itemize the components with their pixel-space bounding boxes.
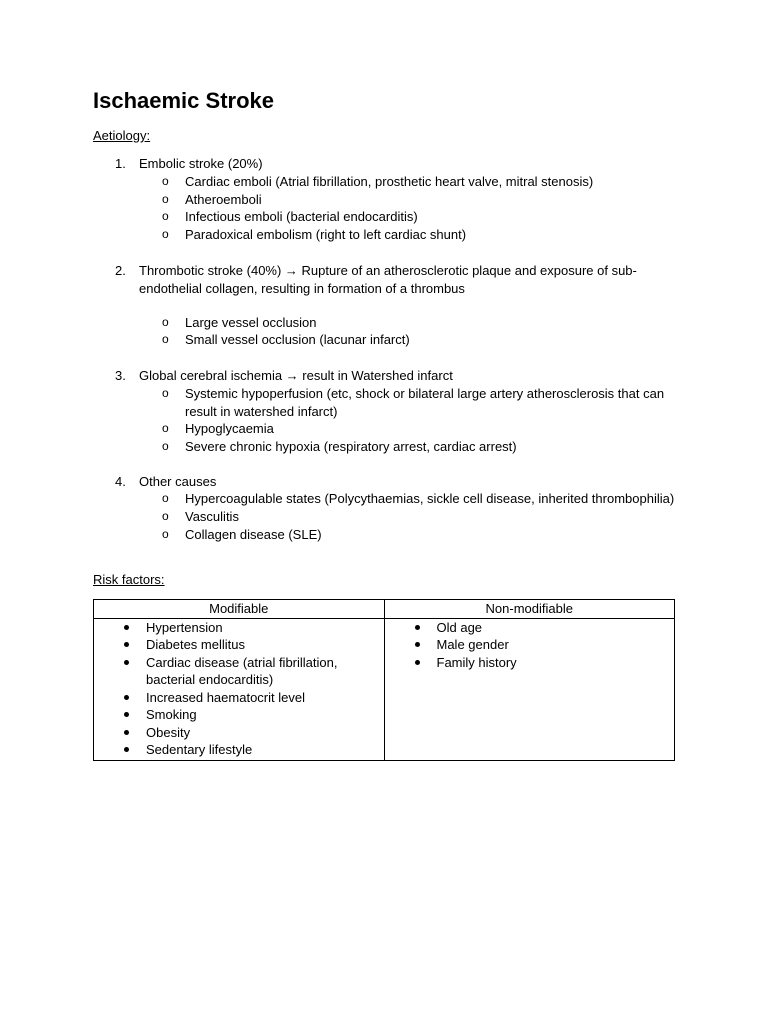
item-text: Other causes: [139, 474, 217, 489]
sub-item-text: Systemic hypoperfusion (etc, shock or bilateral large artery atherosclerosis that can result in watershed infarct): [185, 386, 665, 419]
list-item-text: Smoking: [146, 707, 197, 722]
bullet-icon: [124, 660, 129, 665]
non-modifiable-list: [385, 619, 675, 672]
circle-bullet-icon: o: [162, 421, 169, 435]
circle-bullet-icon: o: [162, 527, 169, 541]
sub-item-text: Paradoxical embolism (right to left cardiac shunt): [185, 227, 467, 242]
circle-bullet-icon: o: [162, 439, 169, 453]
list-item: [94, 619, 384, 637]
circle-bullet-icon: o: [162, 491, 169, 505]
list-item: [385, 636, 675, 654]
bullet-icon: [124, 712, 129, 717]
bullet-icon: [124, 625, 129, 630]
item-number: 3.: [115, 368, 126, 383]
item-number: 4.: [115, 474, 126, 489]
list-item: [94, 741, 384, 759]
bullet-icon: [124, 747, 129, 752]
sub-item-text: Cardiac emboli (Atrial fibrillation, prosthetic heart valve, mitral stenosis): [185, 174, 594, 189]
sub-item-text: Severe chronic hypoxia (respiratory arrest, cardiac arrest): [185, 439, 517, 454]
bullet-icon: [415, 660, 420, 665]
sub-item-text: Vasculitis: [185, 509, 239, 524]
list-item-text: Male gender: [436, 637, 509, 652]
circle-bullet-icon: o: [162, 386, 169, 400]
bullet-icon: [124, 642, 129, 647]
modifiable-cell: [94, 618, 385, 760]
list-item-text: Cardiac disease (atrial fibrillation, bacterial endocarditis): [146, 654, 338, 687]
bullet-icon: [415, 642, 420, 647]
list-item: [94, 706, 384, 724]
sub-item-text: Collagen disease (SLE): [185, 527, 322, 542]
list-item: [94, 636, 384, 654]
item-number: 1.: [115, 156, 126, 171]
sub-item-text: Hypoglycaemia: [185, 421, 274, 436]
bullet-icon: [124, 695, 129, 700]
list-item-text: Diabetes mellitus: [146, 637, 245, 652]
page-title: Ischaemic Stroke: [93, 88, 274, 113]
non-modifiable-cell: [384, 618, 675, 760]
list-item-text: Obesity: [146, 724, 191, 740]
list-item-text: Family history: [436, 654, 517, 670]
sub-item-text: Hypercoagulable states (Polycythaemias, sickle cell disease, inherited thrombophilia): [185, 491, 675, 506]
bullet-icon: [415, 625, 420, 630]
item-text: Global cerebral ischemia → result in Watershed infarct: [139, 368, 453, 383]
column-header-modifiable: Modifiable: [94, 600, 385, 619]
sub-item-text: Atheroemboli: [185, 191, 262, 207]
list-item: [385, 619, 675, 637]
table-header-row: [94, 600, 675, 619]
list-item: [94, 689, 384, 707]
bullet-icon: [124, 730, 129, 735]
list-item: [385, 654, 675, 672]
circle-bullet-icon: o: [162, 509, 169, 523]
list-item: [94, 654, 384, 689]
table-row: [94, 618, 675, 760]
list-item-text: Sedentary lifestyle: [146, 742, 253, 757]
circle-bullet-icon: o: [162, 315, 169, 329]
list-item-text: Hypertension: [146, 619, 223, 635]
item-text: Embolic stroke (20%): [139, 156, 263, 171]
list-item: [94, 724, 384, 742]
item-text: Thrombotic stroke (40%) → Rupture of an atherosclerotic plaque and exposure of sub-endothelial collagen, resulting in formation of a thrombus: [139, 263, 637, 296]
list-item-text: Increased haematocrit level: [146, 689, 305, 705]
sub-item-text: Small vessel occlusion (lacunar infarct): [185, 332, 410, 347]
aetiology-heading: Aetiology:: [93, 128, 151, 143]
column-header-non-modifiable: Non-modifiable: [384, 600, 675, 619]
sub-item-text: Large vessel occlusion: [185, 315, 317, 330]
sub-item-text: Infectious emboli (bacterial endocarditis): [185, 209, 418, 224]
circle-bullet-icon: o: [162, 332, 169, 346]
circle-bullet-icon: o: [162, 209, 169, 223]
item-number: 2.: [115, 263, 126, 278]
circle-bullet-icon: o: [162, 174, 169, 188]
modifiable-list: [94, 619, 384, 759]
risk-factors-heading: Risk factors:: [93, 572, 165, 587]
risk-factors-table: [93, 599, 675, 761]
circle-bullet-icon: o: [162, 227, 169, 241]
list-item-text: Old age: [436, 619, 483, 635]
circle-bullet-icon: o: [162, 191, 169, 206]
